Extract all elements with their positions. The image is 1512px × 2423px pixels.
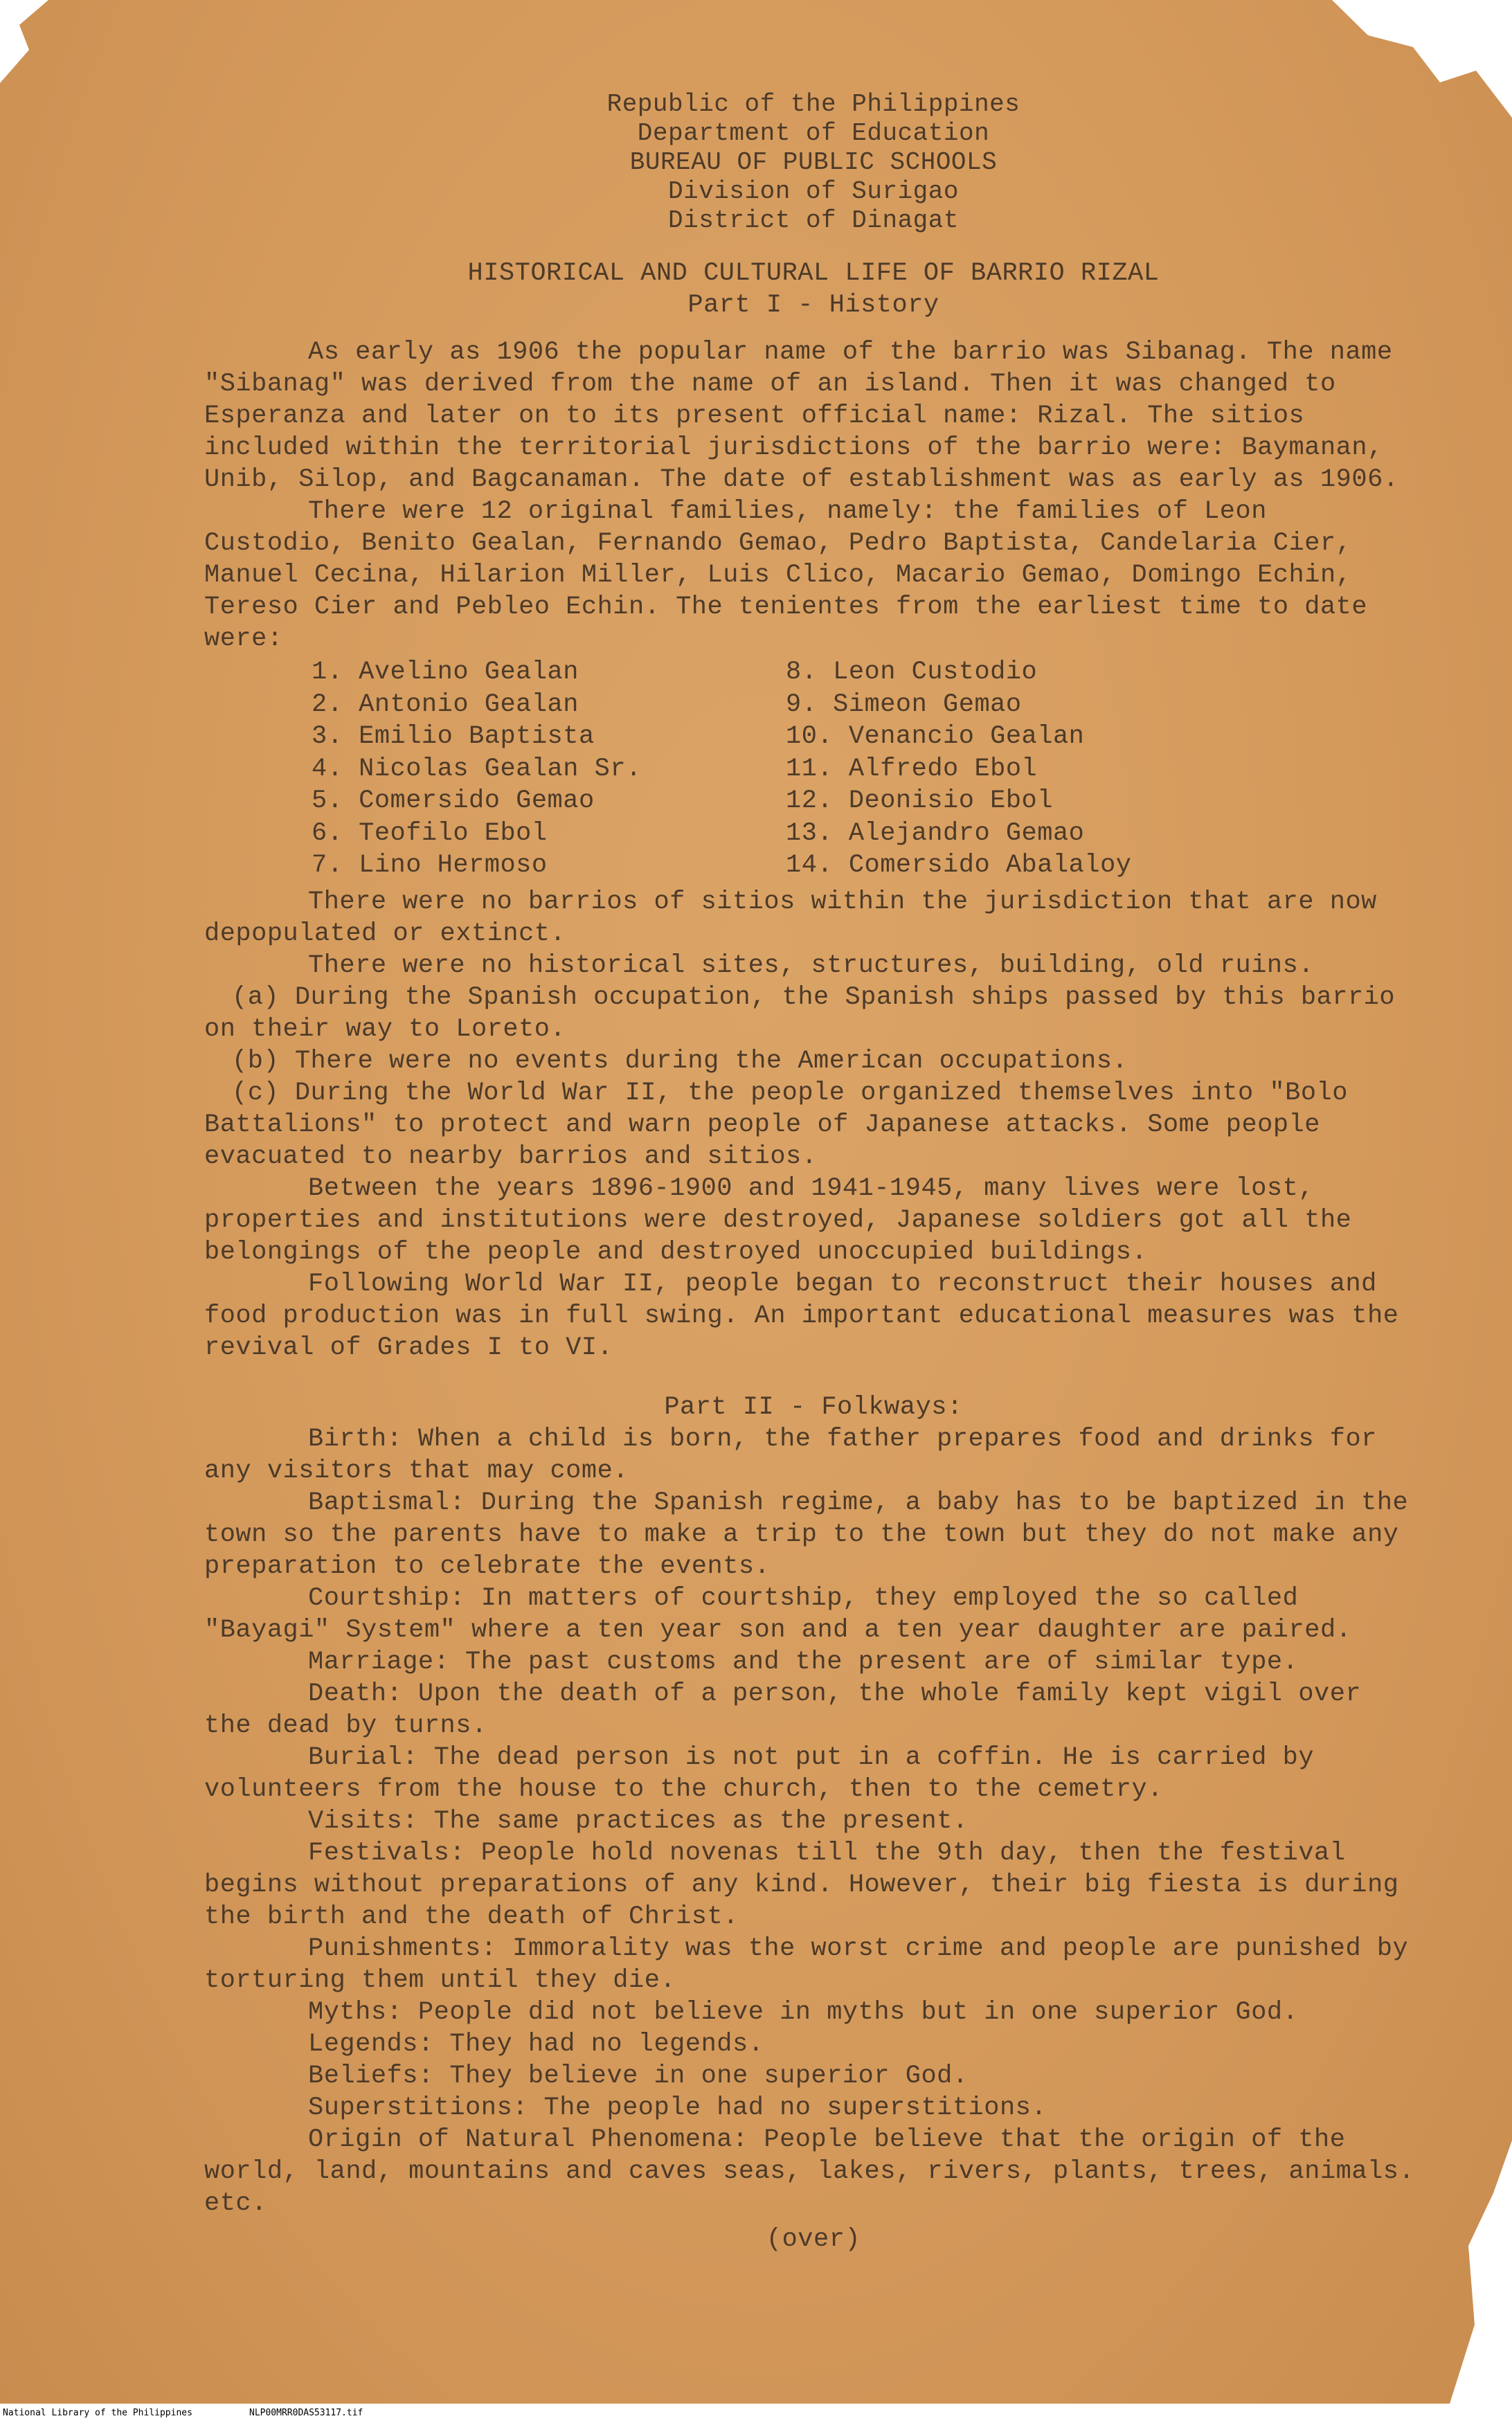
header-republic: Republic of the Philippines (606, 90, 1020, 118)
folkway-legends: Legends: They had no legends. (308, 2030, 764, 2059)
paragraph-original-families: There were 12 original families, namely: the families of Leon Custodio, Benito Gealan, Fernando Gemao, Pedro Baptista, Candelaria Cier, Manuel Cecina, Hilarion Miller, Luis Clico, Macario Gemao, Domingo Echin, Tereso Cier and Pebleo Echin. The tenientes from the earliest time to date were: (204, 497, 1368, 654)
header-district: District of Dinagat (668, 206, 959, 235)
torn-corner-top-left (0, 0, 48, 83)
torn-edge-bottom-right (1450, 2141, 1512, 2404)
folkway-burial: Burial: The dead person is not put in a coffin. He is carried by volunteers from the house to the church, then to the cemetry. (204, 1743, 1315, 1804)
paragraph-historical-sites: There were no historical sites, structures, building, old ruins. (308, 951, 1315, 980)
document-title: HISTORICAL AND CULTURAL LIFE OF BARRIO RIZAL (467, 259, 1160, 288)
folkway-death: Death: Upon the death of a person, the whole family kept vigil over the dead by turns. (204, 1679, 1362, 1740)
teniente-item: 14. Comersido Abalaloy (786, 851, 1132, 880)
paragraph-barrio-name: As early as 1906 the popular name of the barrio was Sibanag. The name "Sibanag" was derived from the name of an island. Then it was changed to Esperanza and later on to its present official name: Rizal. The sitios included within the territorial jurisdictions of the barrio were: Baymanan, Unib, Silop, and Bagcanaman. The date of establishment was as early as 1906. (204, 338, 1399, 494)
folkway-festivals: Festivals: People hold novenas till the 9th day, then the festival begins without preparations of any kind. However, their big fiesta is during the birth and the death of Christ. (204, 1839, 1399, 1931)
letterhead (204, 90, 1423, 235)
teniente-item: 4. Nicolas Gealan Sr. (312, 754, 642, 784)
folkway-birth: Birth: When a child is born, the father prepares food and drinks for any visitors that may come. (204, 1425, 1377, 1486)
document-text (204, 90, 1423, 2255)
paragraph-spanish-occupation: (a) During the Spanish occupation, the Spanish ships passed by this barrio on their way to Loreto. (204, 983, 1396, 1044)
tenientes-column-left (312, 656, 642, 882)
footer-library-name: National Library of the Philippines (3, 2408, 192, 2418)
part2-title: Part II - Folkways: (664, 1393, 963, 1422)
folkway-superstitions: Superstitions: The people had no superstitions. (308, 2093, 1047, 2123)
part1-title: Part I - History (687, 291, 939, 320)
tenientes-list (204, 656, 1423, 886)
tenientes-column-right (786, 656, 1131, 882)
teniente-item: 6. Teofilo Ebol (312, 818, 548, 848)
paragraph-american-occupation: (b) There were no events during the American occupations. (232, 1047, 1128, 1076)
teniente-item: 8. Leon Custodio (786, 658, 1038, 687)
header-bureau: BUREAU OF PUBLIC SCHOOLS (629, 148, 998, 177)
paragraph-reconstruction: Following World War II, people began to reconstruct their houses and food production was in full swing. An important educational measures was the revival of Grades I to VI. (204, 1270, 1399, 1362)
over-note: (over) (766, 2225, 861, 2254)
teniente-item: 11. Alfredo Ebol (786, 754, 1038, 784)
folkway-origin-natural-phenomena: Origin of Natural Phenomena: People believe that the origin of the world, land, mountains and caves seas, lakes, rivers, plants, trees, animals. etc. (204, 2125, 1415, 2218)
folkway-courtship: Courtship: In matters of courtship, they employed the so called "Bayagi" System" where a ten year son and a ten year daughter are paired. (204, 1584, 1352, 1645)
teniente-item: 9. Simeon Gemao (786, 690, 1022, 719)
folkway-marriage: Marriage: The past customs and the present are of similar type. (308, 1648, 1299, 1677)
paragraph-world-war-ii: (c) During the World War II, the people organized themselves into "Bolo Battalions" to protect and warn people of Japanese attacks. Some people evacuated to nearby barrios and sitios. (204, 1079, 1348, 1171)
teniente-item: 2. Antonio Gealan (312, 690, 579, 719)
teniente-item: 3. Emilio Baptista (312, 722, 595, 751)
teniente-item: 13. Alejandro Gemao (786, 818, 1085, 848)
folkway-baptismal: Baptismal: During the Spanish regime, a baby has to be baptized in the town so the parents have to make a trip to the town but they do not make any preparation to celebrate the events. (204, 1488, 1409, 1581)
folkway-punishments: Punishments: Immorality was the worst crime and people are punished by torturing them until they die. (204, 1934, 1409, 1995)
folkway-beliefs: Beliefs: They believe in one superior God. (308, 2062, 969, 2091)
folkway-myths: Myths: People did not believe in myths but in one superior God. (308, 1998, 1299, 2027)
footer-file-name: NLP00MRR0DAS53117.tif (249, 2408, 363, 2418)
scan-footer (0, 2404, 1512, 2423)
paragraph-extinct-sitios: There were no barrios of sitios within the jurisdiction that are now depopulated or extinct. (204, 888, 1377, 948)
header-department: Department of Education (637, 119, 990, 147)
teniente-item: 1. Avelino Gealan (312, 658, 579, 687)
teniente-item: 7. Lino Hermoso (312, 851, 548, 880)
paragraph-war-losses: Between the years 1896-1900 and 1941-1945, many lives were lost, properties and institutions were destroyed, Japanese soldiers got all the belongings of the people and destroyed unoccupied buildings. (204, 1174, 1352, 1267)
teniente-item: 12. Deonisio Ebol (786, 786, 1053, 816)
folkway-visits: Visits: The same practices as the present. (308, 1807, 969, 1836)
teniente-item: 10. Venancio Gealan (786, 722, 1085, 751)
header-division: Division of Surigao (668, 177, 959, 206)
teniente-item: 5. Comersido Gemao (312, 786, 595, 816)
